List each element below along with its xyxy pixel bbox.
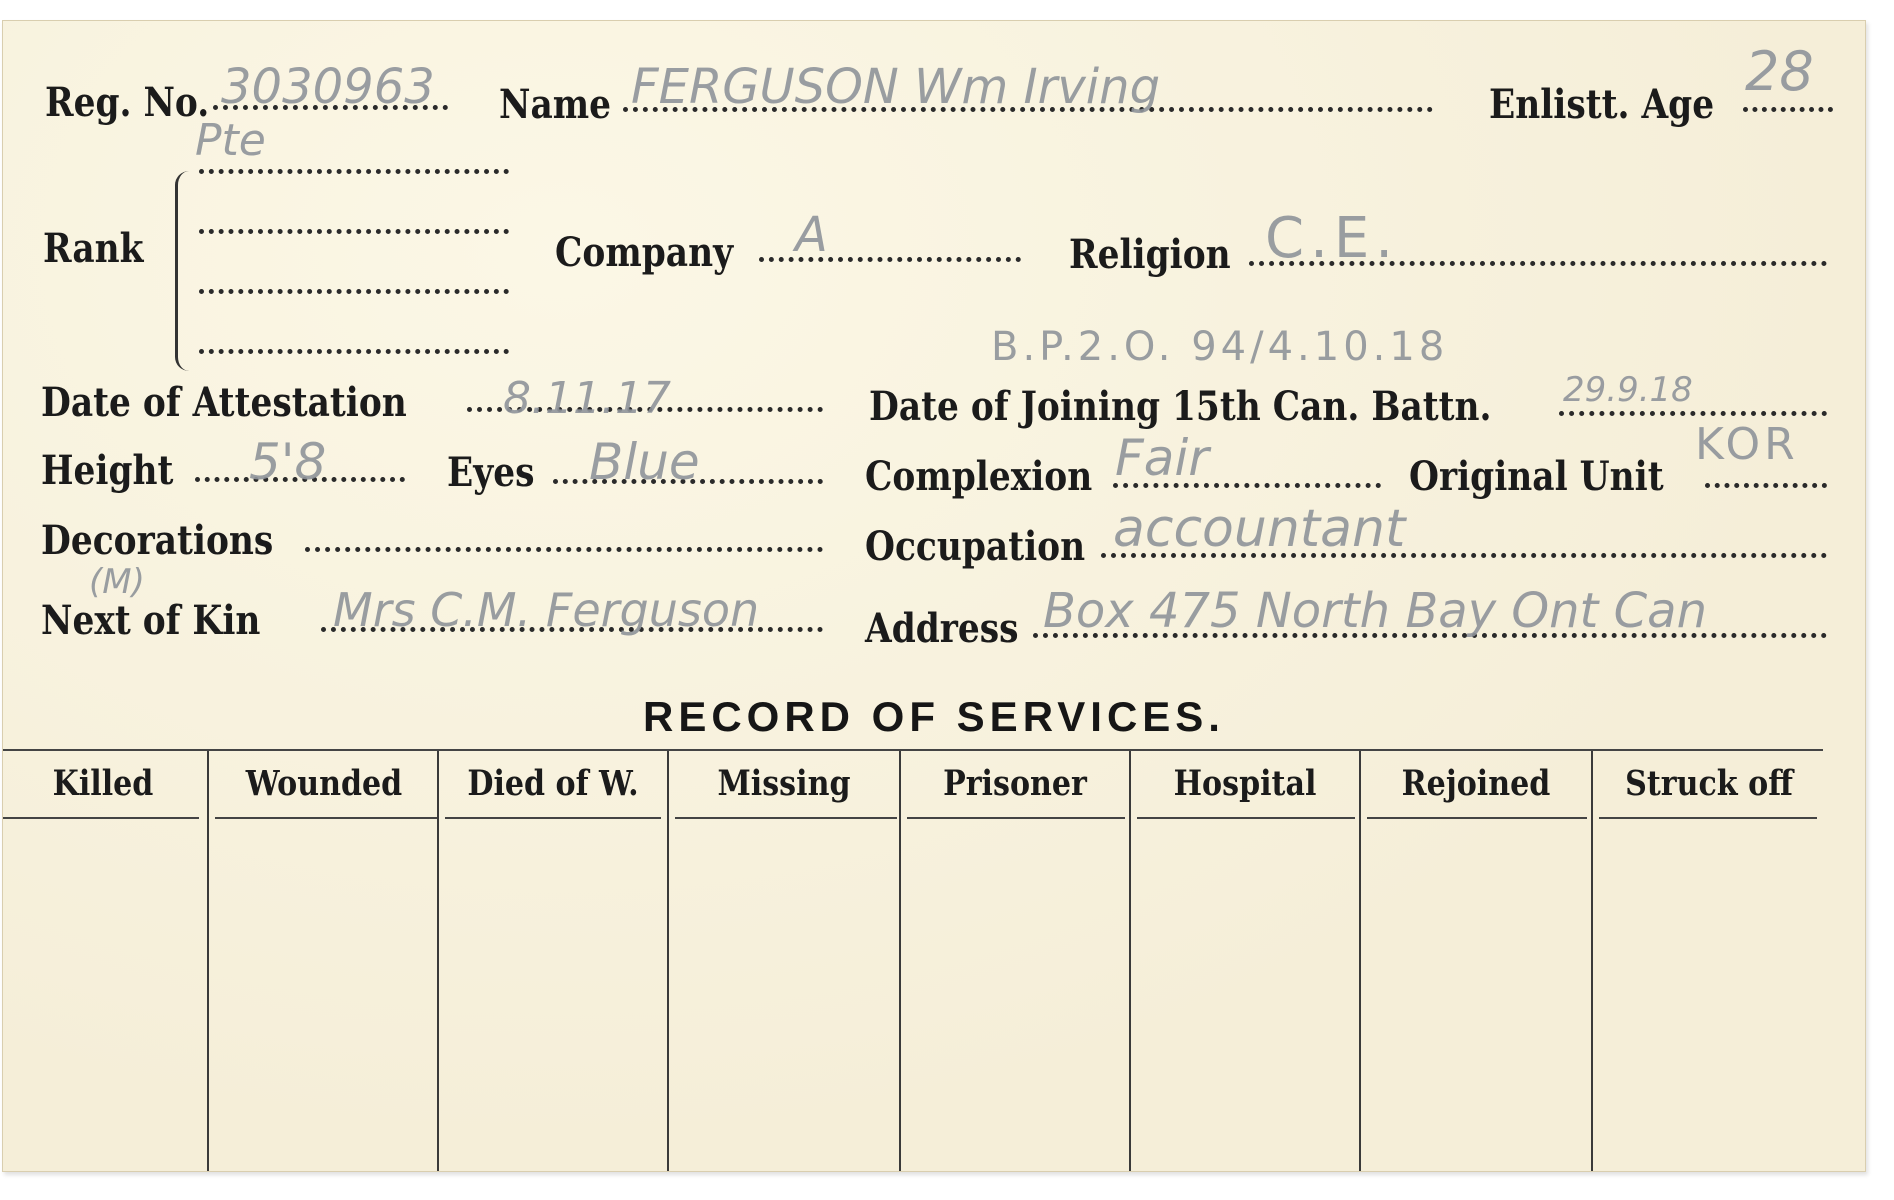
rank-line-4 [199, 349, 509, 354]
original-unit-label: Original Unit [1409, 453, 1664, 500]
column-killed: Killed [52, 763, 154, 804]
religion-label: Religion [1069, 231, 1231, 278]
header-rule [445, 817, 661, 819]
complexion-label: Complexion [865, 453, 1093, 500]
column-divider [899, 751, 901, 1171]
header-rule [675, 817, 897, 819]
company-label: Company [555, 229, 734, 276]
attestation-card [2, 20, 1866, 1172]
original-unit-value: KOR [1695, 419, 1799, 470]
age-value: 28 [1745, 40, 1814, 103]
header-rule [3, 817, 199, 819]
name-label: Name [499, 81, 612, 128]
column-rejoined: Rejoined [1401, 763, 1551, 804]
reg-no-value: 3030963 [221, 59, 435, 115]
address-label: Address [865, 605, 1019, 652]
rank-line-2 [199, 229, 509, 234]
decorations-label: Decorations [41, 517, 274, 564]
original-unit-line [1705, 483, 1827, 488]
joining-line [1559, 411, 1827, 416]
kin-relation: (M) [89, 562, 145, 602]
attestation-label: Date of Attestation [41, 379, 407, 426]
rank-value: Pte [195, 115, 266, 166]
height-value: 5'8 [249, 433, 327, 491]
column-divider [1129, 751, 1131, 1171]
eyes-value: Blue [589, 433, 700, 491]
column-wounded: Wounded [245, 763, 403, 804]
column-divider [1591, 751, 1593, 1171]
rank-label: Rank [43, 225, 144, 272]
header-rule [1367, 817, 1587, 819]
religion-value: C.E. [1265, 206, 1400, 271]
name-value: FERGUSON Wm Irving [631, 59, 1161, 115]
age-label: Enlistt. Age [1489, 81, 1715, 128]
column-died-of-wounds: Died of W. [467, 763, 639, 804]
decorations-line [305, 547, 823, 552]
column-divider [207, 751, 209, 1171]
eyes-label: Eyes [447, 449, 535, 496]
rank-line-3 [199, 289, 509, 294]
table-top-rule [3, 749, 1823, 751]
attestation-value: 8.11.17 [503, 373, 671, 424]
column-hospital: Hospital [1173, 763, 1317, 804]
column-divider [667, 751, 669, 1171]
record-title: RECORD OF SERVICES. [643, 693, 1225, 740]
handwritten-annotation: B.P.2.O. 94/4.10.18 [991, 324, 1449, 370]
address-value: Box 475 North Bay Ont Can [1043, 583, 1707, 639]
column-struck-off: Struck off [1625, 763, 1793, 804]
column-missing: Missing [717, 763, 851, 804]
occupation-label: Occupation [865, 523, 1086, 570]
header-rule [1599, 817, 1817, 819]
reg-no-label: Reg. No. [45, 79, 210, 126]
header-rule [1137, 817, 1355, 819]
header-rule [215, 817, 437, 819]
complexion-value: Fair [1115, 429, 1209, 487]
next-of-kin-label: Next of Kin [41, 597, 261, 644]
column-prisoner: Prisoner [943, 763, 1087, 804]
occupation-value: accountant [1113, 499, 1406, 559]
height-label: Height [41, 447, 174, 494]
column-divider [437, 751, 439, 1171]
company-value: A [795, 207, 828, 263]
rank-bracket [175, 171, 196, 371]
header-rule [907, 817, 1125, 819]
next-of-kin-value: Mrs C.M. Ferguson [333, 583, 760, 637]
joining-label: Date of Joining 15th Can. Battn. [869, 383, 1492, 430]
rank-line-1 [199, 169, 509, 174]
joining-value: 29.9.18 [1563, 370, 1693, 410]
age-line [1743, 107, 1833, 112]
column-divider [1359, 751, 1361, 1171]
